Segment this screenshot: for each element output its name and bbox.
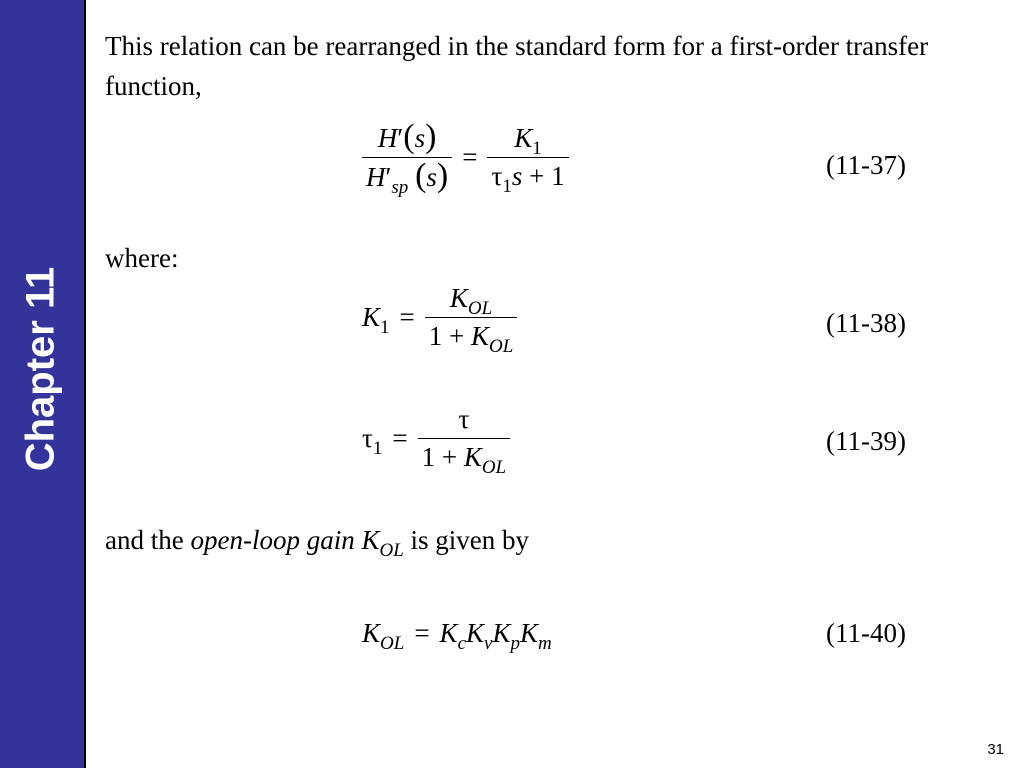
equation-number-11-37: (11-37) — [826, 150, 906, 180]
chapter-title: Chapter 11 — [18, 266, 63, 472]
equation-11-39: $\tau_1$ = $\frac{\tau}{1 + K_{OL}}$ — [362, 404, 510, 473]
equation-11-40: $K_{OL}$ = $K_cK_vK_pK_m$ — [362, 618, 552, 654]
eq39-fraction: $\frac{\tau}{1 + K_{OL}}$ — [418, 404, 511, 473]
intro-paragraph: This relation can be rearranged in the standard form for a first-order transfer function, — [105, 31, 929, 101]
where-label: where: — [105, 243, 179, 273]
page-number: 31 — [987, 741, 1004, 758]
open-loop-gain-term: open-loop gain — [190, 525, 355, 555]
open-loop-gain-sentence: and the open-loop gain $K_{OL}$ is given by — [105, 525, 530, 561]
equation-11-37: $\frac{H'(s)}{H'_{sp} (s)}$ = $\frac{K_1}{\tau_1s + 1}$ — [362, 122, 569, 193]
eq37-rhs-fraction: $\frac{K_1}{\tau_1s + 1}$ — [487, 123, 568, 192]
eq38-fraction: $\frac{K_{OL}}{1 + K_{OL}}$ — [425, 283, 518, 352]
equation-11-38: $K_1$ = $\frac{K_{OL}}{1 + K_{OL}}$ — [362, 283, 517, 352]
chapter-sidebar — [0, 0, 86, 768]
equation-number-11-39: (11-39) — [826, 426, 906, 456]
equation-number-11-40: (11-40) — [826, 618, 906, 648]
eq37-lhs-fraction: $\frac{H'(s)}{H'_{sp} (s)}$ — [362, 122, 452, 193]
equation-number-11-38: (11-38) — [826, 308, 906, 338]
